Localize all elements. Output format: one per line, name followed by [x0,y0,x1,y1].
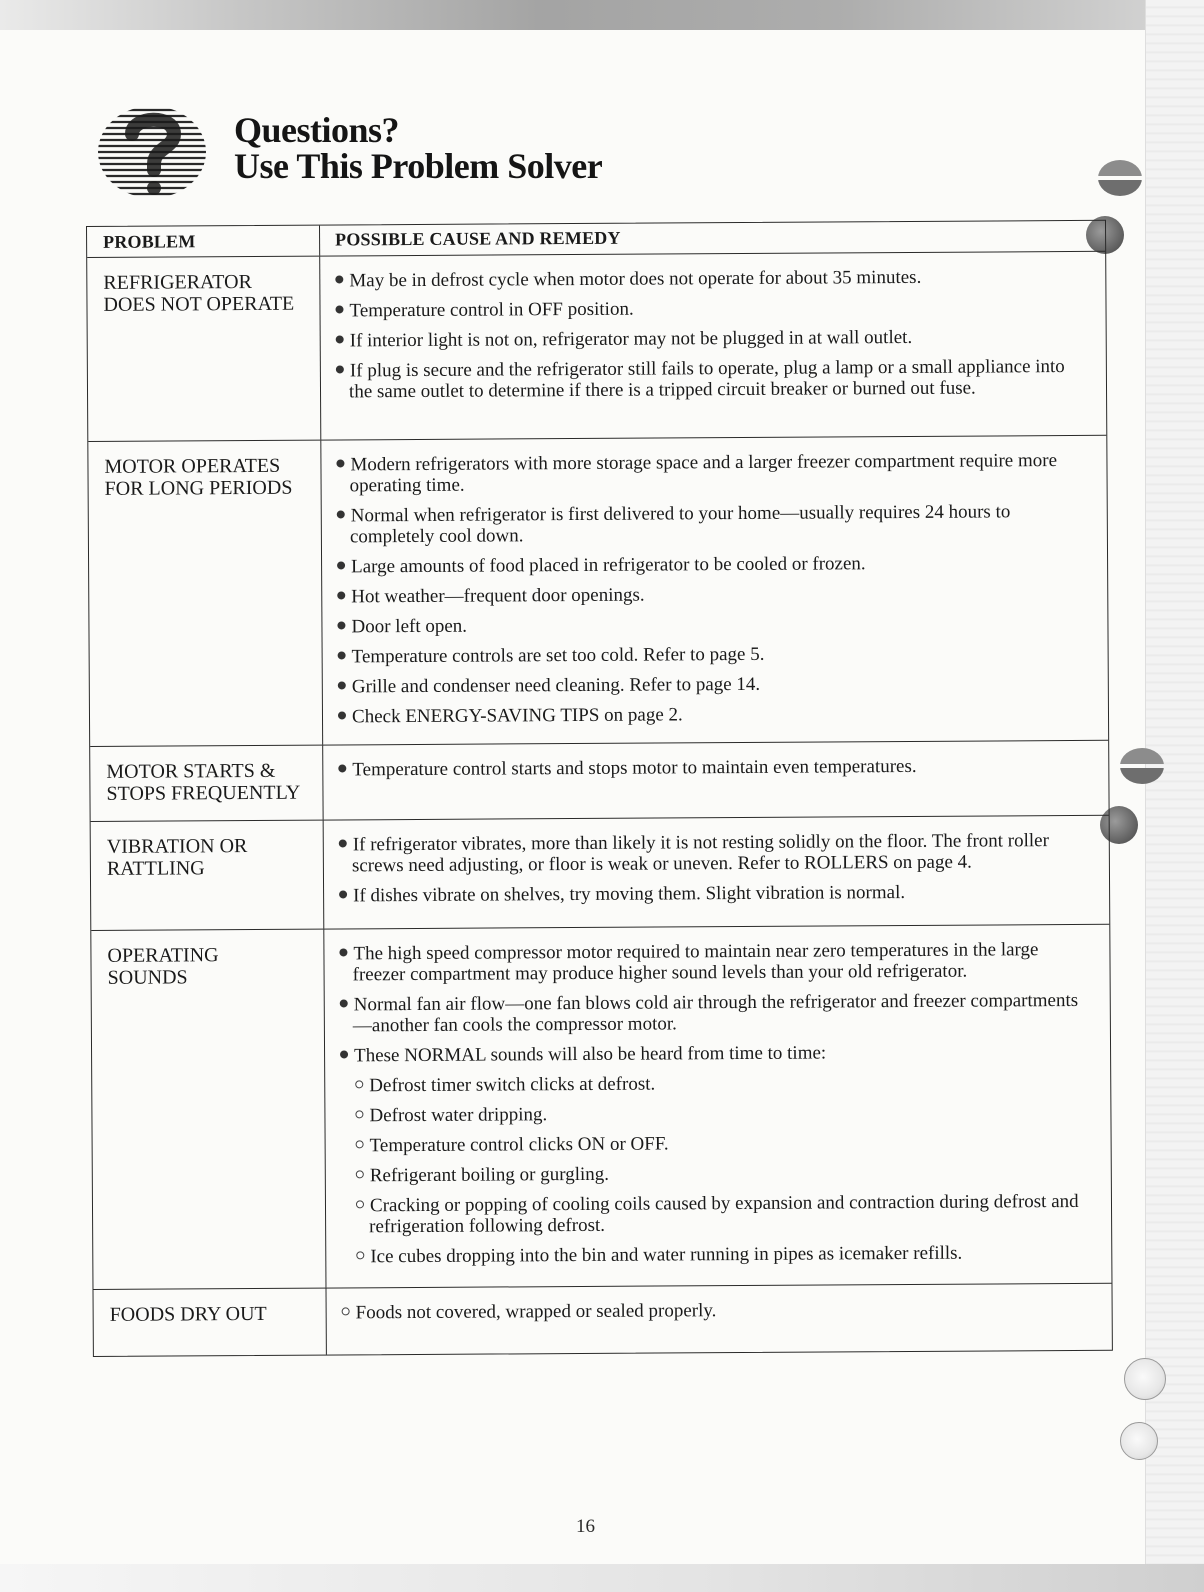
page-number: 16 [576,1516,595,1537]
remedy-text: Door left open. [351,615,468,638]
bullet-icon [356,1140,364,1148]
remedy-item [340,990,1086,1037]
problem-text: MOTOR STARTS & [106,759,276,783]
bullet-icon [340,999,348,1007]
remedy-text: Ice cubes dropping into the bin and water running in pipes as icemaker refills. [370,1242,963,1268]
remedy-text: Temperature controls are set too cold. Refer to page 5. [351,643,765,668]
binder-hole [1120,748,1164,784]
problem-cell [91,930,326,1289]
bullet-icon [356,1200,364,1208]
bullet-icon [337,510,345,518]
remedy-cell [321,436,1108,745]
remedy-text: If refrigerator vibrates, more than likely it is not resting solidly on the floor. The front roller screws need adjusting, or floor is weak or uneven. Refer to ROLLERS on page 4. [351,830,1049,877]
question-mark-icon [96,102,208,204]
problem-cell [87,257,321,441]
binder-hole [1098,160,1142,196]
bullet-icon [355,1110,363,1118]
remedy-subitem [355,1101,1086,1126]
binder-hole [1120,1422,1158,1460]
remedy-text: These NORMAL sounds will also be heard from time to time: [354,1042,827,1067]
remedy-text: Hot weather—frequent door openings. [351,584,645,608]
remedy-text: Temperature control in OFF position. [349,298,634,322]
remedy-item [339,830,1085,877]
scan-bottom-edge [0,1564,1204,1592]
remedy-item [335,296,1081,322]
problem-solver-table [86,220,1113,1357]
remedy-cell [324,816,1110,929]
remedy-cell [323,741,1108,820]
remedy-text: If plug is secure and the refrigerator still fails to operate, plug a lamp or a small appliance into the same outlet to determine if there is a tripped circuit breaker or burned out fuse. [348,356,1065,403]
bullet-icon [338,651,346,659]
remedy-item [335,266,1081,292]
remedy-item [339,881,1085,907]
bullet-icon [338,711,346,719]
bullet-icon [339,948,347,956]
bullet-icon [340,1050,348,1058]
bullet-icon [342,1307,350,1315]
bullet-icon [339,839,347,847]
table-row [93,1283,1111,1356]
remedy-text: Defrost timer switch clicks at defrost. [369,1073,656,1097]
problem-text: VIBRATION OR [106,835,248,858]
problem-text: REFRIGERATOR [103,270,252,294]
remedy-text: Cracking or popping of cooling coils caused by expansion and contraction during defrost and refrigeration following defrost. [369,1190,1079,1238]
remedy-text: The high speed compressor motor required to maintain near zero temperatures in the large freezer compartment may produce higher sound levels than your old refrigerator. [352,939,1039,986]
remedy-item [340,1041,1086,1067]
bullet-icon [356,1251,364,1259]
table-row [87,251,1106,441]
remedy-text: Grille and condenser need cleaning. Refer to page 14. [351,673,761,698]
remedy-text: Normal fan air flow—one fan blows cold air through the refrigerator and freezer compartments—another fan cools the compressor motor. [352,989,1079,1037]
bullet-icon [335,305,343,313]
remedy-subitem [356,1161,1087,1186]
remedy-item [337,552,1083,578]
scan-right-edge [1145,0,1204,1592]
bullet-icon [339,890,347,898]
bullet-icon [356,1170,364,1178]
remedy-item [336,356,1082,403]
remedy-item [337,612,1083,638]
problem-text: DOES NOT OPERATE [103,292,295,316]
remedy-text: Foods not covered, wrapped or sealed properly. [355,1300,717,1324]
problem-text: STOPS FREQUENTLY [106,781,301,805]
remedy-subitem [356,1242,1087,1267]
page-title [234,112,602,184]
problem-cell [91,821,325,930]
problem-text: FOR LONG PERIODS [104,476,293,500]
remedy-subitem [356,1131,1087,1156]
problem-text: RATTLING [106,857,205,880]
bullet-icon [355,1080,363,1088]
bullet-icon [336,459,344,467]
remedy-item [337,501,1083,548]
problem-cell [90,746,323,821]
bullet-icon [338,764,346,772]
remedy-subitem [355,1071,1086,1096]
remedy-text: Check ENERGY-SAVING TIPS on page 2. [351,704,683,728]
problem-text: MOTOR OPERATES [104,454,281,478]
problem-cell [88,441,323,746]
bullet-icon [335,275,343,283]
bullet-icon [336,335,344,343]
problem-text: OPERATING [107,944,219,967]
remedy-item [338,702,1084,728]
remedy-text: Refrigerant boiling or gurgling. [369,1163,610,1187]
remedy-text: Normal when refrigerator is first delivered to your home—usually requires 24 hours to completely cool down. [349,501,1011,548]
table-row [88,435,1108,746]
problem-text: FOODS DRY OUT [109,1302,267,1326]
bullet-icon [337,561,345,569]
bullet-icon [337,621,345,629]
problem-text: SOUNDS [107,966,188,989]
header-remedy: POSSIBLE CAUSE AND REMEDY [335,227,621,250]
remedy-item [342,1298,1088,1324]
remedy-item [336,326,1082,352]
binder-hole [1124,1358,1166,1400]
remedy-item [338,755,1084,781]
remedy-text: Defrost water dripping. [369,1104,548,1127]
remedy-text: Temperature control clicks ON or OFF. [369,1133,669,1157]
remedy-item [338,642,1084,668]
remedy-cell [320,252,1106,440]
remedy-text: Large amounts of food placed in refrigerator to be cooled or frozen. [351,553,866,578]
title-line-1: Questions? [234,110,400,150]
bullet-icon [336,365,344,373]
header-problem: PROBLEM [87,226,320,257]
remedy-item [338,672,1084,698]
table-header-row [87,221,1105,257]
table-row [91,924,1111,1289]
remedy-cell [324,925,1111,1288]
remedy-text: If interior light is not on, refrigerator may not be plugged in at wall outlet. [349,326,913,352]
table-row [90,740,1108,821]
remedy-text: May be in defrost cycle when motor does not operate for about 35 minutes. [349,266,922,292]
remedy-item [336,450,1082,497]
bullet-icon [338,681,346,689]
scan-top-edge [0,0,1204,30]
bullet-icon [337,591,345,599]
table-row [91,815,1110,930]
title-line-2: Use This Problem Solver [234,146,603,186]
remedy-item [339,939,1085,986]
remedy-text: If dishes vibrate on shelves, try moving them. Slight vibration is normal. [353,882,906,907]
remedy-subitem [356,1191,1087,1237]
problem-cell [93,1289,326,1356]
remedy-text: Modern refrigerators with more storage space and a larger freezer compartment require more operating time. [349,450,1058,497]
remedy-cell [326,1284,1111,1355]
remedy-text: Temperature control starts and stops motor to maintain even temperatures. [352,755,917,781]
remedy-item [337,582,1083,608]
